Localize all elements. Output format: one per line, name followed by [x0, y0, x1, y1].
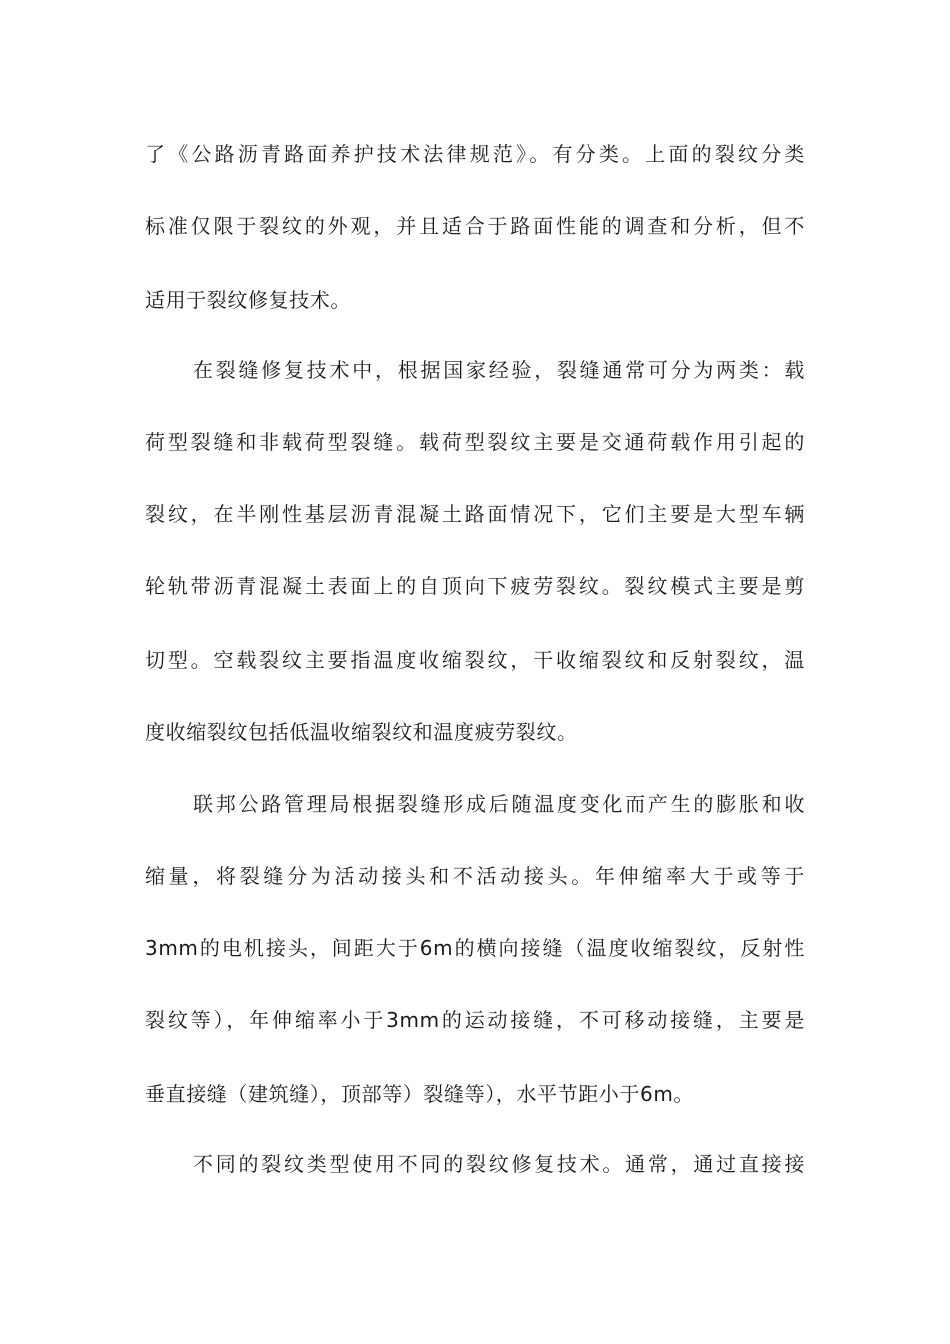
paragraph-first-line: 不同的裂纹类型使用不同的裂纹修复技术。通常，通过直接接 [193, 1152, 805, 1176]
text-line: 切型。空载裂纹主要指温度收缩裂纹，干收缩裂纹和反射裂纹，温 [145, 648, 805, 672]
text-line: 垂直接缝（建筑缝），顶部等）裂缝等），水平节距小于6m。 [145, 1082, 695, 1106]
text-line: 标准仅限于裂纹的外观，并且适合于路面性能的调查和分析，但不 [145, 214, 805, 238]
text-line: 缩量，将裂缝分为活动接头和不活动接头。年伸缩率大于或等于 [145, 864, 805, 888]
paragraph-first-line: 在裂缝修复技术中，根据国家经验，裂缝通常可分为两类：载 [193, 358, 805, 382]
text-line: 了《公路沥青路面养护技术法律规范》。有分类。上面的裂纹分类 [145, 142, 805, 166]
text-line: 裂纹，在半刚性基层沥青混凝土路面情况下，它们主要是大型车辆 [145, 502, 805, 526]
text-line: 度收缩裂纹包括低温收缩裂纹和温度疲劳裂纹。 [145, 720, 578, 744]
text-line: 荷型裂缝和非载荷型裂缝。载荷型裂纹主要是交通荷载作用引起的 [145, 430, 805, 454]
text-line: 3mm的电机接头，间距大于6m的横向接缝（温度收缩裂纹，反射性 [145, 936, 805, 960]
text-line: 适用于裂纹修复技术。 [145, 288, 351, 312]
text-line: 轮轨带沥青混凝土表面上的自顶向下疲劳裂纹。裂纹模式主要是剪 [145, 574, 805, 598]
paragraph-first-line: 联邦公路管理局根据裂缝形成后随温度变化而产生的膨胀和收 [193, 792, 805, 816]
text-line: 裂纹等），年伸缩率小于3mm的运动接缝，不可移动接缝，主要是 [145, 1008, 805, 1032]
